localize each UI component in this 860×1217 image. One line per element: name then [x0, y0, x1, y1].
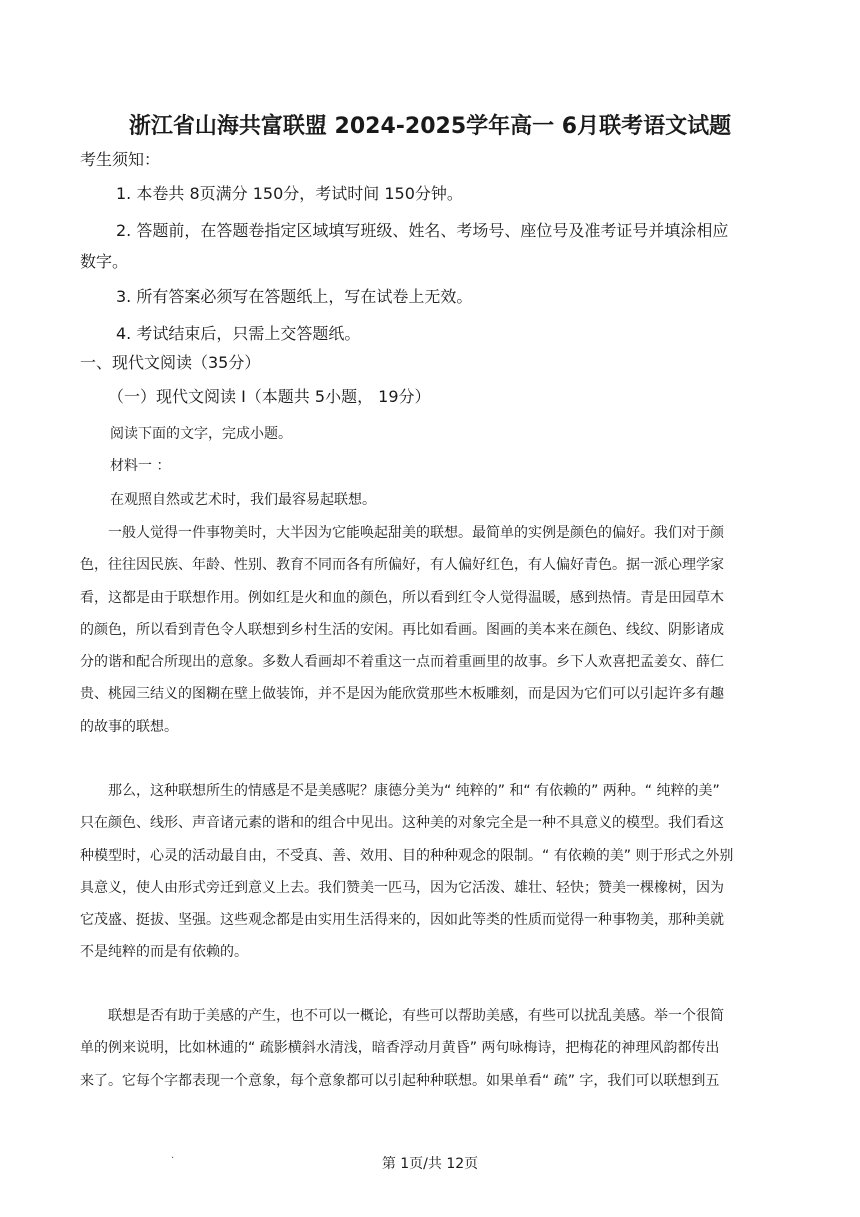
notice-item-4: 4. 考试结束后，只需上交答题纸。	[116, 324, 361, 343]
notice-item-1: 1. 本卷共 8页满分 150分，考试时间 150分钟。	[116, 184, 463, 203]
passage-line: 那么，这种联想所生的情感是不是美感呢？康德分美为“ 纯粹的” 和“ 有依赖的” 两种。“ 纯粹的美”	[108, 783, 720, 799]
material-label: 材料一 ：	[110, 458, 171, 474]
passage-line: 只在颜色、线形、声音诸元素的谐和的组合中见出。这种美的对象完全是一种不具意义的模型。我们看这	[80, 815, 724, 832]
stray-mark: .	[171, 1150, 175, 1161]
notice-item-2-line-2: 数字。	[80, 252, 129, 271]
passage-paragraph-1	[80, 517, 782, 743]
passage-line: 具意义，使人由形式旁迁到意义上去。我们赞美一匹马，因为它活泼、雄壮、轻快；赞美一棵橡树，因为	[80, 879, 724, 896]
passage-paragraph-2	[80, 775, 782, 969]
document-title: 浙江省山海共富联盟 2024-2025学年高一 6月联考语文试题	[128, 114, 732, 139]
notice-item-3: 3. 所有答案必须写在答题纸上，写在试卷上无效。	[116, 287, 473, 306]
passage-line: 种模型时，心灵的活动最自由，不受真、善、效用、目的种种观念的限制。“ 有依赖的美” 则于形式之外别	[80, 847, 734, 864]
passage-line: 的颜色，所以看到青色令人联想到乡村生活的安闲。再比如看画。图画的美本来在颜色、线纹、阴影诸成	[80, 621, 724, 638]
passage-line: 分的谐和配合所现出的意象。多数人看画却不着重这一点而着重画里的故事。乡下人欢喜把孟姜女、薛仁	[80, 654, 724, 671]
passage-line: 不是纯粹的而是有依赖的。	[80, 944, 248, 961]
passage-line: 色，往往因民族、年龄、性别、教育不同而各有所偏好，有人偏好红色，有人偏好青色。据一派心理学家	[80, 557, 724, 574]
passage-line: 来了。它每个字都表现一个意象，每个意象都可以引起种种联想。如果单看“ 疏” 字，我们可以联想到五	[80, 1072, 720, 1089]
page-footer: 第 1页/共 12页	[381, 1156, 479, 1172]
passage-paragraph-3	[80, 1000, 782, 1097]
passage-paragraph-0	[80, 484, 782, 516]
passage-line: 联想是否有助于美感的产生，也不可以一概论，有些可以帮助美感，有些可以扰乱美感。举一个很简	[108, 1008, 724, 1024]
passage-line: 贵、桃园三结义的图糊在壁上做装饰，并不是因为能欣赏那些木板雕刻，而是因为它们可以引起许多有趣	[80, 686, 724, 703]
reading-instruction: 阅读下面的文字，完成小题。	[110, 426, 292, 442]
section-heading: 一、现代文阅读（35分）	[80, 353, 261, 372]
notice-item-2-line-1: 2. 答题前，在答题卷指定区域填写班级、姓名、考场号、座位号及准考证号并填涂相应	[116, 221, 729, 240]
subsection-heading: （一）现代文阅读 I（本题共 5小题， 19分）	[108, 387, 431, 406]
passage-line: 一般人觉得一件事物美时，大半因为它能唤起甜美的联想。最简单的实例是颜色的偏好。我们对于颜	[108, 525, 724, 541]
passage-line: 看，这都是由于联想作用。例如红是火和血的颜色，所以看到红令人觉得温暖，感到热情。青是田园草木	[80, 589, 724, 606]
passage-line: 单的例来说明，比如林逋的“ 疏影横斜水清浅，暗香浮动月黄昏” 两句咏梅诗，把梅花的神理风韵都传出	[80, 1040, 720, 1057]
passage-line: 在观照自然或艺术时，我们最容易起联想。	[110, 492, 376, 508]
notice-heading: 考生须知：	[80, 150, 161, 169]
passage-line: 它茂盛、挺拔、坚强。这些观念都是由实用生活得来的，因如此等类的性质而觉得一种事物美，那种美就	[80, 912, 724, 929]
passage-line: 的故事的联想。	[80, 718, 178, 735]
